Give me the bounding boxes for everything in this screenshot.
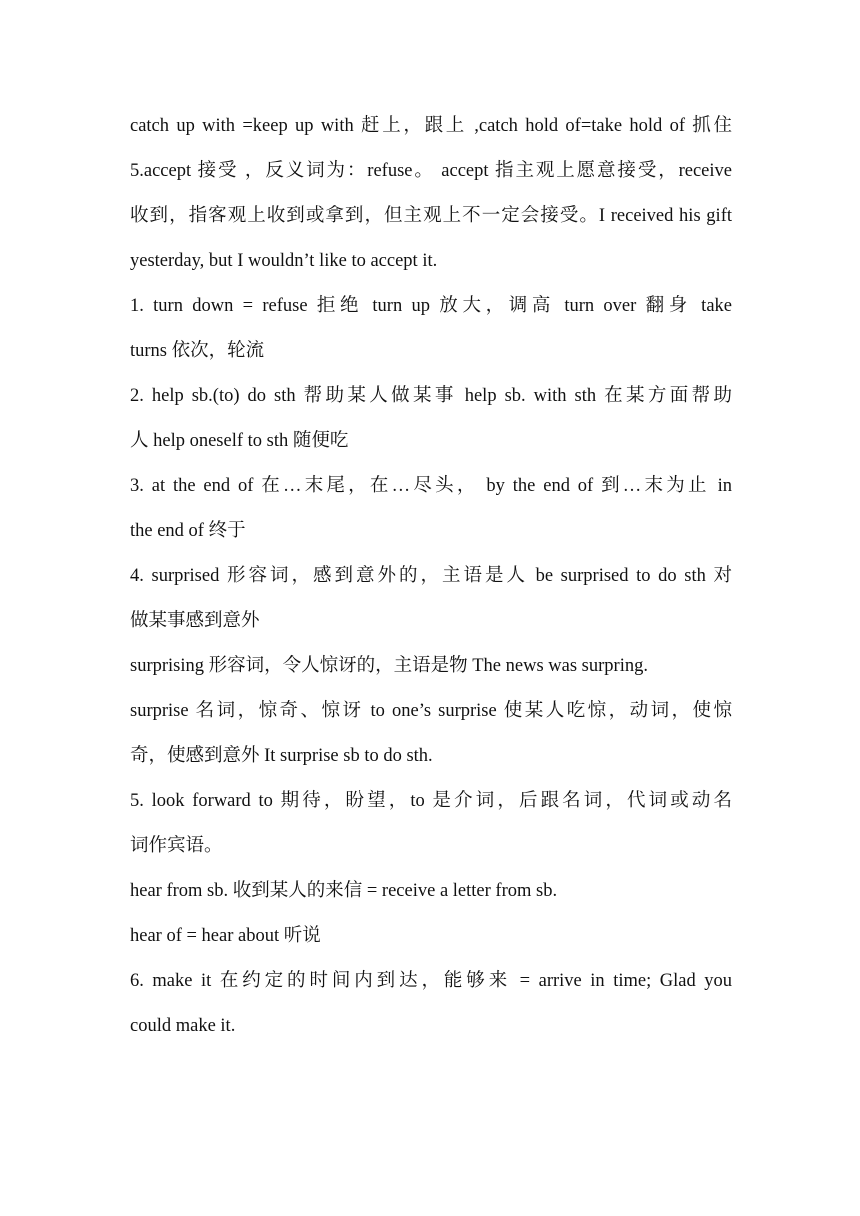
text-line: surprising 形容词，令人惊讶的，主语是物 The news was surpring. (130, 656, 648, 676)
text-line: 人 help oneself to sth 随便吃 (130, 431, 349, 451)
text-line: 2. help sb.(to) do sth 帮助某人做某事 help sb. with sth 在某方面帮助 (130, 386, 732, 406)
text-line: could make it. (130, 1016, 236, 1036)
text-line: turns 依次，轮流 (130, 341, 265, 361)
text-line: 1. turn down = refuse 拒绝 turn up 放大，调高 turn over 翻身 take (130, 296, 732, 316)
text-line: 3. at the end of 在…末尾，在…尽头， by the end of 到…末为止 in (130, 476, 732, 496)
text-line: catch up with =keep up with 赶上，跟上 ,catch hold of=take hold of 抓住 (130, 116, 732, 136)
text-line: surprise 名词，惊奇、惊讶 to one’s surprise 使某人吃惊，动词，使惊 (130, 701, 732, 721)
text-line: 收到，指客观上收到或拿到，但主观上不一定会接受。I received his gift (130, 206, 732, 226)
text-line: hear of = hear about 听说 (130, 926, 321, 946)
text-line: 6. make it 在约定的时间内到达，能够来 = arrive in time; Glad you (130, 971, 732, 991)
text-line: 做某事感到意外 (130, 611, 260, 631)
document-page (130, 104, 732, 1049)
text-line: 奇，使感到意外 It surprise sb to do sth. (130, 746, 433, 766)
text-line: hear from sb. 收到某人的来信 = receive a letter from sb. (130, 881, 558, 901)
text-line: 5.accept 接受 ，反义词为：refuse。 accept 指主观上愿意接受，receive (130, 161, 732, 181)
text-line: 词作宾语。 (130, 836, 223, 856)
text-line: 4. surprised 形容词，感到意外的，主语是人 be surprised to do sth 对 (130, 566, 732, 586)
text-line: 5. look forward to 期待，盼望，to 是介词，后跟名词，代词或动名 (130, 791, 732, 811)
text-line: the end of 终于 (130, 521, 246, 541)
text-line: yesterday, but I wouldn’t like to accept it. (130, 251, 438, 271)
